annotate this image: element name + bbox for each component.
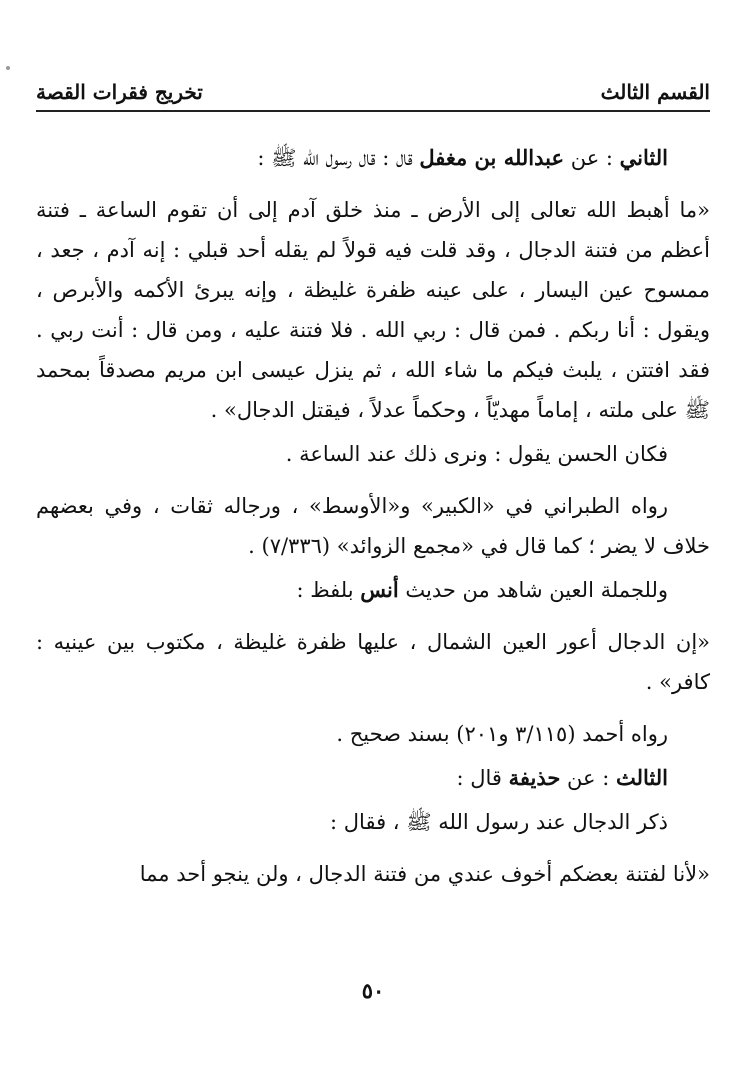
text-run: بلفظ : — [296, 578, 361, 602]
narrator-name-anas: أنس — [360, 577, 399, 602]
paragraph-ahmad-source: رواه أحمد (٣/١١٥ و٢٠١) بسند صحيح . — [336, 722, 668, 746]
paragraph-hudhayfa-hadith: «لأنا لفتنة بعضكم أخوف عندي من فتنة الدجال ، ولن ينجو أحد مما — [139, 862, 710, 886]
narrator-name-abdullah: عبدالله بن مغفل — [419, 145, 565, 170]
paragraph-third-narration — [36, 758, 710, 798]
narration-label-second: الثاني — [619, 145, 668, 170]
text-run: قال : قال رسول الله ﷺ : — [257, 146, 420, 170]
scan-speck — [6, 66, 10, 70]
narration-label-third: الثالث — [616, 765, 668, 790]
running-header — [36, 70, 710, 104]
paragraph-second-narration — [36, 138, 710, 178]
paragraph-dajjal-description: «إن الدجال أعور العين الشمال ، عليها ظفرة غليظة ، مكتوب بين عينيه : كافر» . — [36, 630, 710, 694]
text-run: : عن — [560, 766, 616, 790]
page-body — [36, 138, 710, 894]
paragraph-tabarani-source: رواه الطبراني في «الكبير» و«الأوسط» ، ورجاله ثقات ، وفي بعضهم خلاف لا يضر ؛ كما قال في «مجمع الزوائد» (٧/٣٣٦) . — [36, 494, 710, 558]
page-number: ٥٠ — [361, 978, 385, 1003]
text-run: وللجملة العين شاهد من حديث — [398, 578, 668, 602]
header-title: تخريج فقرات القصة — [36, 80, 203, 104]
header-rule — [36, 110, 710, 112]
narrator-name-hudhayfa: حذيفة — [508, 765, 561, 790]
paragraph-hasan-comment: فكان الحسن يقول : ونرى ذلك عند الساعة . — [285, 442, 668, 466]
paragraph-hadith-text: «ما أهبط الله تعالى إلى الأرض ـ منذ خلق آدم إلى أن تقوم الساعة ـ فتنة أعظم من فتنة الدجال ، وقد قلت فيه قولاً لم يقله أحد قبلي : إنه آدم ، جعد ، ممسوح عين اليسار ، على عينه ظفرة غليظة ، وإنه يبرئ الأكمه والأبرص ، ويقول : أنا ربكم . فمن قال : ربي الله . فلا فتنة عليه ، ومن قال : أنت ربي . فقد افتتن ، يلبث فيكم ما شاء الله ، ثم ينزل عيسى ابن مريم مصدقاً بمحمد ﷺ على ملته ، إماماً مهديّاً ، وحكماً عدلاً ، فيقتل الدجال» . — [36, 198, 710, 422]
header-section: القسم الثالث — [600, 80, 710, 104]
text-run: قال : — [456, 766, 509, 790]
paragraph-mention-dajjal: ذكر الدجال عند رسول الله ﷺ ، فقال : — [330, 810, 668, 834]
paragraph-anas-witness — [36, 570, 710, 610]
text-run: : عن — [564, 146, 620, 170]
